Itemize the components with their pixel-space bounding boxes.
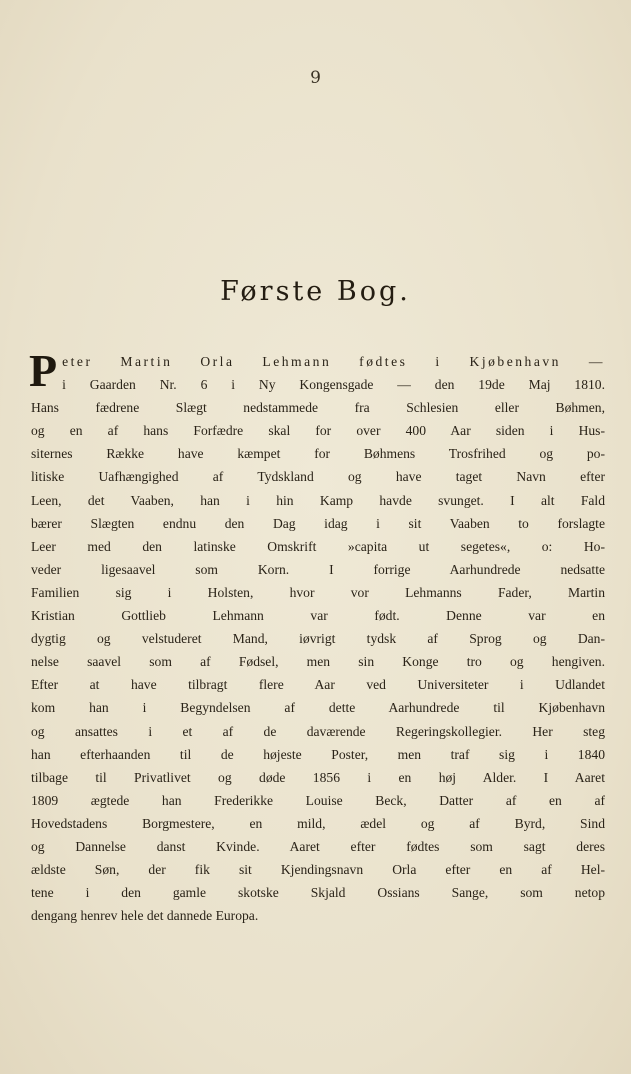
text-line: Leer med den latinske Omskrift »capita ut segetes«, o: Ho- — [31, 538, 605, 554]
drop-cap: P — [29, 345, 58, 396]
text-line: 1809 ægtede han Frederikke Louise Beck, Datter af en af — [31, 792, 605, 808]
text-line: Leen, det Vaaben, han i hin Kamp havde svunget. I alt Fald — [31, 492, 605, 508]
text-line: siternes Række have kæmpet for Bøhmens Trosfrihed og po- — [31, 446, 605, 462]
text-line: tilbage til Privatlivet og døde 1856 i en høj Alder. I Aaret — [31, 769, 605, 785]
text-line: Hovedstadens Borgmestere, en mild, ædel og af Byrd, Sind — [31, 815, 605, 831]
text-line: Hans fædrene Slægt nedstammede fra Schlesien eller Bøhmen, — [31, 400, 605, 416]
text-line: i Gaarden Nr. 6 i Ny Kongensgade — den 19de Maj 1810. — [62, 377, 605, 393]
text-line: og Dannelse danst Kvinde. Aaret efter fødtes som sagt deres — [31, 838, 605, 854]
text-line: kom han i Begyndelsen af dette Aarhundrede til Kjøbenhavn — [31, 700, 605, 716]
text-line: veder ligesaavel som Korn. I forrige Aarhundrede nedsatte — [31, 561, 605, 577]
chapter-body-text — [29, 345, 605, 927]
text-line: og en af hans Forfædre skal for over 400 Aar siden i Hus- — [31, 423, 605, 439]
text-line: litiske Uafhængighed af Tydskland og have taget Navn efter — [31, 469, 605, 485]
text-line: Kristian Gottlieb Lehmann var født. Denne var en — [31, 608, 605, 624]
text-line: bærer Slægten endnu den Dag idag i sit Vaaben to forslagte — [31, 515, 605, 531]
page-number: 9 — [310, 68, 321, 88]
text-line: Familien sig i Holsten, hvor vor Lehmanns Fader, Martin — [31, 584, 605, 600]
chapter-title: Første Bog. — [220, 276, 411, 307]
text-line: eter Martin Orla Lehmann fødtes i Kjøbenhavn — — [62, 354, 605, 369]
text-line: dygtig og velstuderet Mand, iøvrigt tydsk af Sprog og Dan- — [31, 631, 605, 647]
text-line: Efter at have tilbragt flere Aar ved Universiteter i Udlandet — [31, 677, 605, 693]
text-line: nelse saavel som af Fødsel, men sin Konge tro og hengiven. — [31, 654, 605, 670]
text-line: og ansattes i et af de daværende Regeringskollegier. Her steg — [31, 723, 605, 739]
text-line: tene i den gamle skotske Skjald Ossians Sange, som netop — [31, 885, 605, 901]
text-line: han efterhaanden til de højeste Poster, men traf sig i 1840 — [31, 746, 605, 762]
text-line: ældste Søn, der fik sit Kjendingsnavn Orla efter en af Hel- — [31, 862, 605, 878]
text-line: dengang henrev hele det dannede Europa. — [31, 908, 259, 924]
